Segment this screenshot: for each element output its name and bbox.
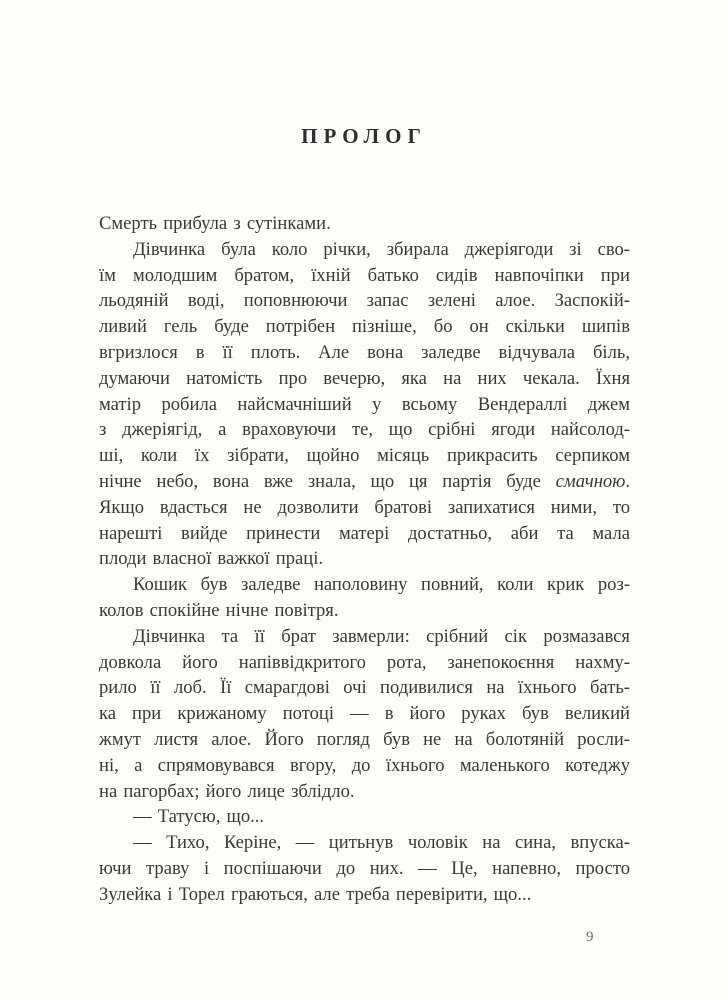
text-line: Дівчинка та її брат завмерли: срібний сік розмазався — [133, 625, 630, 647]
page-number: 9 — [586, 929, 594, 945]
text-line: на пагорбах; його лице зблідло. — [99, 780, 355, 802]
text-line: Смерть прибула з сутінками. — [99, 213, 331, 234]
text-line: плоди власної важкої праці. — [99, 548, 324, 570]
text-line: жмут листя алое. Його погляд був не на болотяній росли- — [99, 728, 630, 750]
text-line: льодяній воді, поповнюючи запас зелені алое. Заспокій- — [99, 290, 630, 312]
text-line: — Тихо, Керіне, — цитьнув чоловік на сина, впуска- — [133, 832, 630, 854]
text-line: матір робила найсмачніший у всьому Вендераллі джем — [99, 393, 630, 415]
text-block — [99, 211, 630, 908]
text-line: ші, коли їх зібрати, щойно місяць прикрасить серпиком — [99, 445, 630, 467]
text-line: з джеріягід, а враховуючи те, що срібні ягоди найсолод- — [99, 419, 630, 441]
text-line: думаючи натомість про вечерю, яка на них чекала. Їхня — [99, 367, 630, 389]
text-line: довкола його напіввідкритого рота, занепокоєння нахму- — [99, 651, 630, 673]
text-line: — Татусю, що... — [133, 806, 265, 828]
text-line: вгризлося в її плоть. Але вона заледве відчувала біль, — [99, 341, 630, 363]
text-line: ка при крижаному потоці — в його руках був великий — [99, 703, 630, 725]
text-line: Зулейка і Торел граються, але треба перевірити, що... — [99, 883, 532, 905]
chapter-title: ПРОЛОГ — [301, 124, 427, 148]
text-line: Кошик був заледве наполовину повний, коли крик роз- — [133, 574, 630, 596]
text-line: нічне небо, вона вже знала, що ця партія буде смачною. — [99, 470, 630, 492]
text-line: нарешті вийде принести матері достатньо, аби та мала — [99, 522, 630, 544]
text-line: ні, а спрямовувався вгору, до їхнього маленького котеджу — [99, 754, 630, 776]
text-line: їм молодшим братом, їхній батько сидів навпочіпки при — [99, 264, 630, 286]
text-line: Дівчинка була коло річки, збирала джеріягоди зі сво- — [133, 238, 630, 260]
text-line: колов спокійне нічне повітря. — [99, 599, 339, 621]
text-line: рило її лоб. Її смарагдові очі подивилися на їхнього бать- — [99, 677, 630, 699]
text-line: ючи траву і поспішаючи до них. — Це, напевно, просто — [99, 857, 630, 879]
text-line: Якщо вдасться не дозволити братові запихатися ними, то — [99, 496, 630, 518]
text-line: ливий гель буде потрібен пізніше, бо он скільки шипів — [99, 316, 630, 338]
